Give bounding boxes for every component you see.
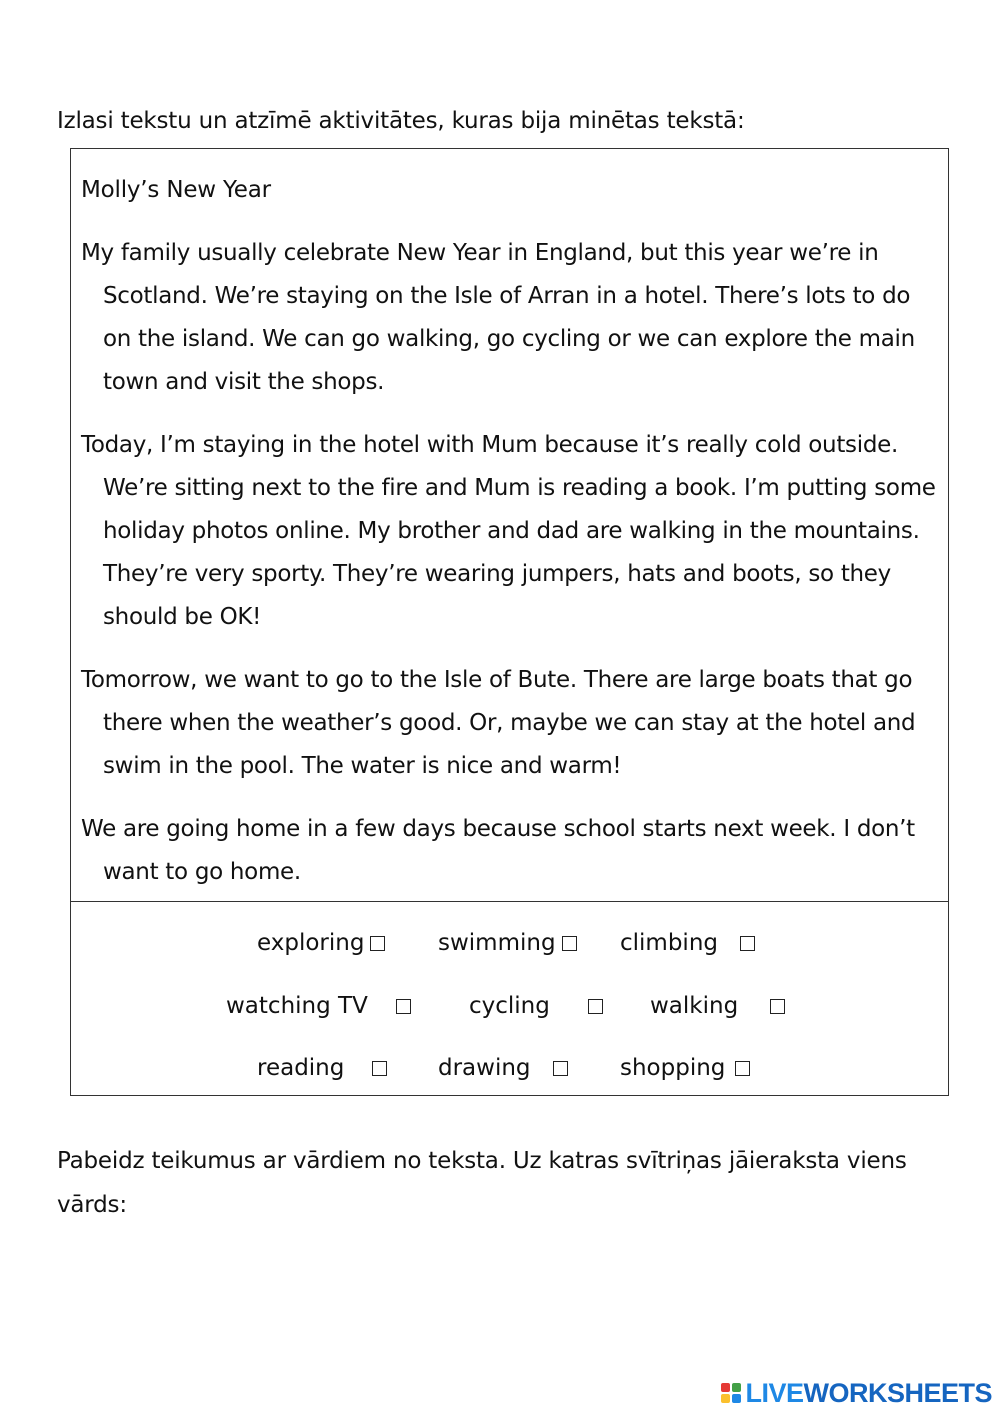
checkbox-climbing[interactable]: [740, 936, 755, 951]
activity-label: drawing: [438, 1055, 531, 1081]
activity-label: cycling: [469, 993, 550, 1019]
logo-square: [721, 1383, 730, 1392]
activity-label: swimming: [438, 930, 556, 956]
checkbox-swimming[interactable]: [562, 936, 577, 951]
logo-text: [745, 1378, 992, 1409]
logo-icon: [721, 1383, 741, 1403]
logo-text-live: LIVE: [745, 1377, 804, 1408]
activity-row: [71, 923, 948, 963]
reading-passage: [71, 149, 948, 902]
checkbox-walking[interactable]: [770, 999, 785, 1014]
activity-label: watching TV: [226, 993, 368, 1019]
activity-walking[interactable]: [650, 986, 785, 1026]
logo-square: [732, 1383, 741, 1392]
activity-label: exploring: [257, 930, 365, 956]
text-box: [70, 148, 949, 1096]
activity-drawing[interactable]: [438, 1048, 568, 1088]
instruction-complete-sentences: Pabeidz teikumus ar vārdiem no teksta. Uz katras svītriņas jāieraksta viens vārds:: [57, 1148, 907, 1218]
checkbox-reading[interactable]: [372, 1061, 387, 1076]
activity-label: walking: [650, 993, 739, 1019]
logo-square: [732, 1394, 741, 1403]
story-paragraph: Tomorrow, we want to go to the Isle of Bute. There are large boats that go there when the weather’s good. Or, maybe we can stay at the hotel and swim in the pool. The water is nice and warm!: [81, 667, 916, 779]
activity-watching-tv[interactable]: [226, 986, 411, 1026]
activity-shopping[interactable]: [620, 1048, 750, 1088]
story-title: Molly’s New Year: [81, 177, 271, 203]
logo-text-worksheets: WORKSHEETS: [803, 1377, 992, 1408]
activity-row: [71, 986, 948, 1026]
story-paragraph: My family usually celebrate New Year in England, but this year we’re in Scotland. We’re staying on the Isle of Arran in a hotel. There’s lots to do on the island. We can go walking, go cycling or we can explore the main town and visit the shops.: [81, 240, 915, 395]
checkbox-exploring[interactable]: [370, 936, 385, 951]
checkbox-shopping[interactable]: [735, 1061, 750, 1076]
activity-climbing[interactable]: [620, 923, 755, 963]
activity-cycling[interactable]: [469, 986, 603, 1026]
activity-label: climbing: [620, 930, 718, 956]
checkbox-cycling[interactable]: [588, 999, 603, 1014]
instruction-mark-activities: Izlasi tekstu un atzīmē aktivitātes, kuras bija minētas tekstā:: [57, 108, 745, 134]
checkbox-watching-tv[interactable]: [396, 999, 411, 1014]
activity-reading[interactable]: [257, 1048, 387, 1088]
logo-square: [721, 1394, 730, 1403]
activity-label: shopping: [620, 1055, 726, 1081]
activity-row: [71, 1048, 948, 1088]
liveworksheets-logo: [721, 1376, 992, 1410]
activity-exploring[interactable]: [257, 923, 385, 963]
story-paragraph: We are going home in a few days because school starts next week. I don’t want to go home.: [81, 816, 915, 885]
activity-swimming[interactable]: [438, 923, 577, 963]
checkbox-drawing[interactable]: [553, 1061, 568, 1076]
activity-label: reading: [257, 1055, 345, 1081]
activity-checklist: [71, 902, 948, 1095]
story-paragraph: Today, I’m staying in the hotel with Mum because it’s really cold outside. We’re sitting next to the fire and Mum is reading a book. I’m putting some holiday photos online. My brother and dad are walking in the mountains. They’re very sporty. They’re wearing jumpers, hats and boots, so they should be OK!: [81, 432, 936, 630]
